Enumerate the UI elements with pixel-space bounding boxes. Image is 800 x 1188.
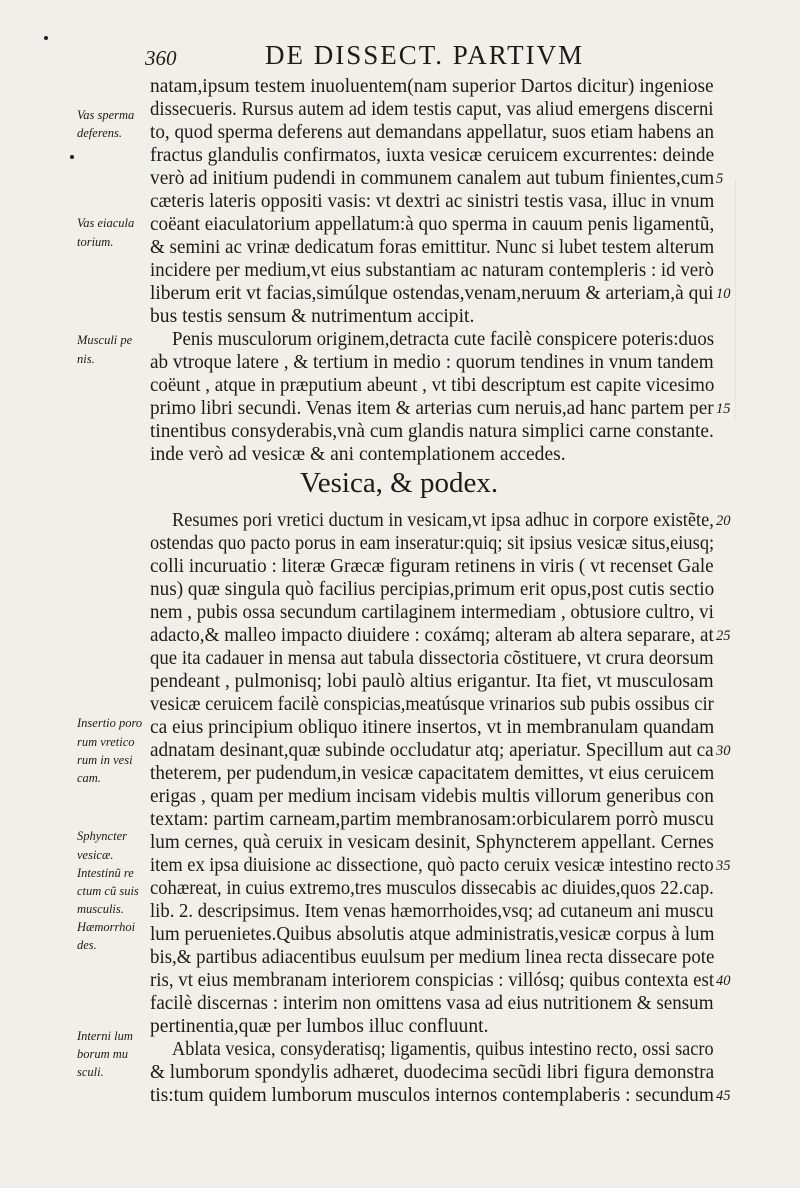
margin-note: deferens. — [77, 126, 123, 140]
text-line: tis:tum quidem lumborum musculos internos contemplaberis : secundum — [150, 1085, 714, 1106]
text-line: lib. 2. descripsimus. Item venas hæmorrhoides,vsq; ad cutaneum ani muscu — [150, 901, 714, 922]
line-number: 5 — [716, 171, 724, 187]
text-line: Ablata vesica, consyderatisq; ligamentis, quibus intestino recto, ossi sacro — [172, 1039, 714, 1060]
text-line: adnatam desinant,quæ subinde occludatur atq; aperiatur. Specillum aut ca — [150, 740, 714, 761]
text-line: Resumes pori vretici ductum in vesicam,vt ipsa adhuc in corpore existẽte, — [172, 510, 714, 531]
margin-note: cam. — [77, 771, 101, 785]
text-line: erigas , quam per medium incisam videbis multis villorum generibus con — [150, 786, 714, 807]
line-number: 45 — [716, 1088, 731, 1104]
text-line: coëant eiaculatorium appellatum:à quo sperma in cauum penis ligamentũ, — [150, 214, 715, 235]
line-number: 40 — [716, 973, 731, 989]
line-number: 15 — [716, 401, 731, 417]
text-line: natam,ipsum testem inuoluentem(nam superior Dartos dicitur) ingeniose — [150, 76, 714, 97]
text-line: inde verò ad vesicæ & ani contemplationem accedes. — [150, 444, 566, 465]
section-title: Vesica, & podex. — [300, 467, 499, 499]
margin-note: vesicæ. — [77, 848, 114, 862]
text-line: que ita cadauer in mensa aut tabula dissectoria cõstituere, vt crura deorsum — [150, 648, 714, 669]
text-line: bis,& partibus adiacentibus euulsum per medium linea recta dissecare pote — [150, 947, 715, 968]
text-line: ca eius principium obliquo itinere insertos, vt in membranulam quandam — [150, 717, 715, 738]
text-line: cohæreat, in cuius extremo,tres musculos dissecabis ac diuides,quos 22.cap. — [150, 878, 714, 899]
text-line: theterem, per pudendum,in vesicæ capacitatem demittes, vt eius ceruicem — [150, 763, 715, 784]
text-line: tinentibus consyderabis,vnà cum glandis natura simplici carne constante. — [150, 421, 714, 442]
text-line: facilè discernas : interim non omittens vasa ad eius nutritionem & sensum — [150, 993, 714, 1014]
margin-note: musculis. — [77, 902, 124, 916]
text-line: vesicæ ceruicem facilè conspicias,meatúsque vrinarios sub pubis ossibus cir — [150, 694, 714, 715]
text-line: primo libri secundi. Venas item & arterias cum neruis,ad hanc partem per — [150, 398, 714, 419]
text-line: nem , pubis ossa secundum cartilaginem intermediam , obtusiore cultro, vi — [150, 602, 714, 623]
line-number: 30 — [716, 743, 731, 759]
text-line: lum cernes, quà ceruix in vesicam desinit, Sphyncterem appellant. Cernes — [150, 832, 714, 853]
text-line: liberum erit vt facias,simúlque ostendas,venam,neruum & arteriam,à qui — [150, 283, 714, 304]
ink-speck — [44, 36, 48, 40]
text-line: ris, vt eius membranam interiorem conspicias : villósq; quibus contexta est — [150, 970, 715, 991]
margin-note: torium. — [77, 235, 114, 249]
margin-note: Interni lum — [77, 1029, 133, 1043]
page-number: 360 — [145, 46, 177, 70]
text-line: nus) quæ singula quò facilius percipias,primum erit opus,post cutis sectio — [150, 579, 715, 600]
margin-note: Vas sperma — [77, 108, 135, 122]
text-line: lum peruenietes.Quibus absolutis atque administratis,vesicæ corpus à lum — [150, 924, 715, 945]
margin-note: Hæmorrhoi — [77, 920, 136, 934]
text-line: coëunt , atque in præputium abeunt , vt tibi descriptum est capite vicesimo — [150, 375, 715, 396]
text-line: & semini ac vrinæ dedicatum foras emittitur. Nunc si lubet testem alterum — [150, 237, 715, 258]
margin-note: des. — [77, 938, 97, 952]
show-through-ink — [735, 180, 795, 420]
line-number: 35 — [716, 858, 731, 874]
margin-note: sculi. — [77, 1065, 104, 1079]
page-header — [145, 36, 715, 72]
line-number: 25 — [716, 628, 731, 644]
running-head: DE DISSECT. PARTIVM — [265, 40, 585, 70]
margin-note: rum vretico — [77, 735, 135, 749]
text-line: cæteris lateris oppositi vasis: vt dextri ac sinistri testis vasa, illuc in vnum — [150, 191, 715, 212]
text-line: fractus glandulis confirmatos, iuxta vesicæ ceruicem excurrentes: deinde — [150, 145, 715, 166]
margin-note: Insertio poro — [77, 716, 143, 730]
margin-note: ctum cũ suis — [77, 884, 139, 898]
text-line: & lumborum spondylis adhæret, duodecima secũdi libri figura demonstra — [150, 1062, 715, 1083]
text-line: ostendas quo pacto porus in eam inseratur:quiq; sit ipsius vesicæ situs,eiusq; — [150, 533, 715, 554]
text-line: dissecueris. Rursus autem ad idem testis caput, vas aliud emergens discerni — [150, 99, 714, 120]
text-line: pendeant , pulmonisq; lobi paulò altius erigantur. Ita fiet, vt musculosam — [150, 671, 714, 692]
text-line: adacto,& malleo impacto diuidere : coxámq; alteram ab altera separare, at — [150, 625, 714, 646]
line-number: 20 — [716, 513, 731, 529]
margin-note: Intestinũ re — [77, 866, 134, 880]
margin-note: Sphyncter — [77, 829, 127, 843]
text-line: textam: partim carneam,partim membranosam:orbicularem porrò muscu — [150, 809, 714, 830]
ink-speck — [70, 155, 74, 159]
margin-note: Vas eiacula — [77, 216, 135, 230]
text-line: ab vtroque latere , & tertium in medio : quorum tendines in vnum tandem — [150, 352, 714, 373]
text-line: colli incuruatio : literæ Græcæ figuram retinens in viris ( vt recenset Gale — [150, 556, 714, 577]
text-line: verò ad initium pudendi in communem canalem aut tubum finientes,cum — [150, 168, 715, 189]
text-line: bus testis sensum & nutrimentum accipit. — [150, 306, 475, 327]
text-line: incidere per medium,vt eius substantiam ac naturam contempleris : id verò — [150, 260, 714, 281]
text-line: pertinentia,quæ per lumbos illuc confluunt. — [150, 1016, 489, 1037]
text-line: Penis musculorum originem,detracta cute facilè conspicere poteris:duos — [172, 329, 715, 350]
margin-note: rum in vesi — [77, 753, 133, 767]
text-line: item ex ipsa diuisione ac dissectione, quò pacto ceruix vesicæ intestino recto — [150, 855, 714, 876]
line-number: 10 — [716, 286, 731, 302]
margin-note: nis. — [77, 352, 95, 366]
margin-note: Musculi pe — [77, 333, 133, 347]
text-line: to, quod sperma deferens aut demandans appellatur, suos etiam habens an — [150, 122, 715, 143]
margin-note: borum mu — [77, 1047, 129, 1061]
